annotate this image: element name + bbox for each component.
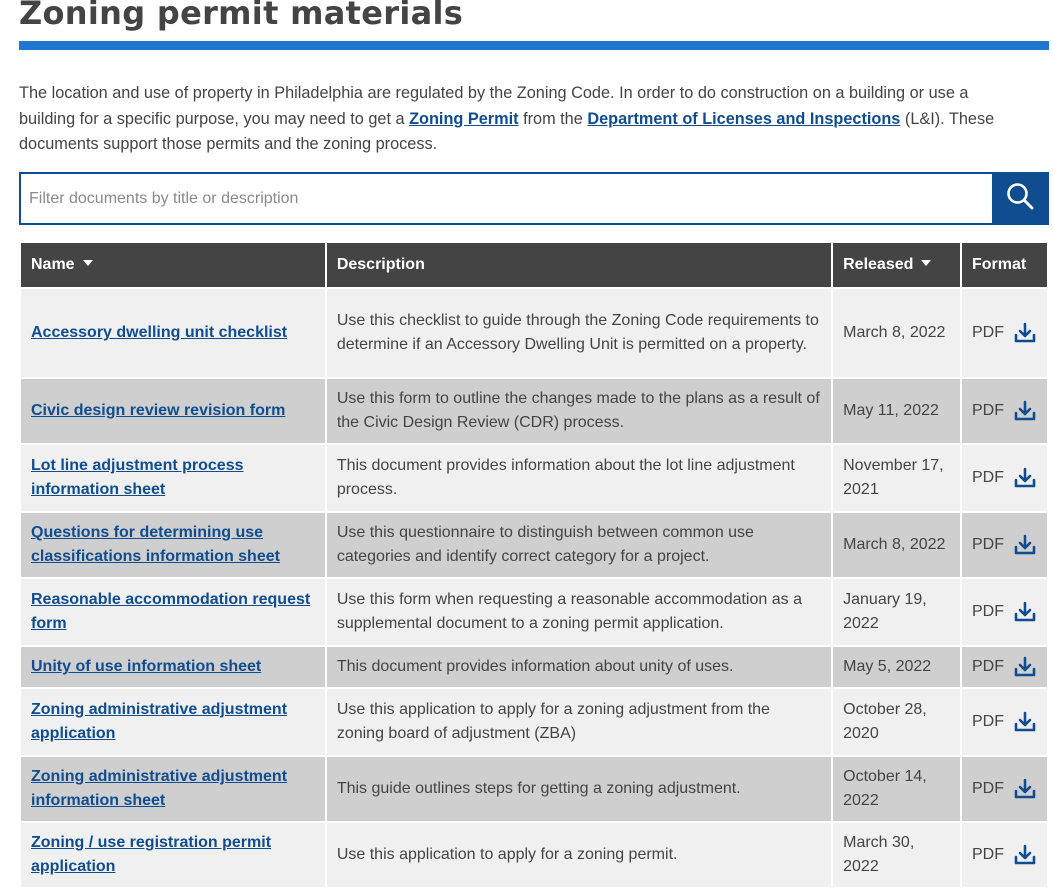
download-icon[interactable] — [1014, 711, 1036, 733]
doc-name-cell — [21, 757, 325, 821]
doc-format-label: PDF — [971, 846, 1004, 863]
table-row — [21, 579, 1047, 645]
download-icon[interactable] — [1014, 400, 1036, 422]
download-icon[interactable] — [1014, 322, 1036, 344]
table-row — [21, 823, 1047, 887]
doc-name-cell — [21, 689, 325, 755]
table-header-row — [21, 243, 1047, 287]
table-row — [21, 379, 1047, 443]
doc-name-cell — [21, 647, 325, 687]
intro-text-3: (L&I). These documents support those permits and the zoning process. — [19, 109, 995, 153]
doc-released-cell: January 19, 2022 — [833, 579, 960, 645]
doc-description-cell: This guide outlines steps for getting a zoning adjustment. — [327, 757, 831, 821]
doc-released-cell: May 5, 2022 — [833, 647, 960, 687]
licenses-inspections-link[interactable]: Department of Licenses and Inspections — [587, 109, 901, 128]
released-header-label: Released — [843, 256, 914, 273]
download-icon[interactable] — [1014, 844, 1036, 866]
doc-format-cell — [962, 289, 1047, 377]
intro-text-2: from the — [518, 109, 588, 128]
released-column-header[interactable] — [833, 243, 960, 287]
doc-title-link[interactable]: Questions for determining use classifications information sheet — [31, 524, 280, 565]
doc-format-label: PDF — [971, 536, 1004, 553]
doc-description-cell: Use this checklist to guide through the Zoning Code requirements to determine if an Accessory Dwelling Unit is permitted on a property. — [327, 289, 831, 377]
doc-title-link[interactable]: Civic design review revision form — [31, 402, 286, 419]
doc-format-cell — [962, 579, 1047, 645]
doc-name-cell — [21, 379, 325, 443]
doc-released-cell: March 8, 2022 — [833, 513, 960, 577]
search-bar — [19, 172, 1049, 225]
title-underline-bar — [19, 41, 1049, 50]
download-icon[interactable] — [1014, 601, 1036, 623]
doc-format-cell — [962, 757, 1047, 821]
doc-description-cell: Use this application to apply for a zoning permit. — [327, 823, 831, 887]
table-row — [21, 513, 1047, 577]
doc-released-cell: March 8, 2022 — [833, 289, 960, 377]
doc-format-label: PDF — [971, 780, 1004, 797]
doc-description-cell: Use this questionnaire to distinguish between common use categories and identify correct category for a project. — [327, 513, 831, 577]
search-icon — [1005, 181, 1035, 216]
table-row — [21, 689, 1047, 755]
zoning-permit-link[interactable]: Zoning Permit — [409, 109, 519, 128]
doc-name-cell — [21, 289, 325, 377]
doc-format-cell — [962, 379, 1047, 443]
doc-format-label: PDF — [971, 713, 1004, 730]
description-header-label: Description — [336, 256, 425, 273]
sort-caret-icon — [83, 260, 93, 266]
doc-description-cell: Use this application to apply for a zoning adjustment from the zoning board of adjustment (ZBA) — [327, 689, 831, 755]
search-button[interactable] — [992, 174, 1047, 223]
doc-name-cell — [21, 823, 325, 887]
doc-name-cell — [21, 579, 325, 645]
doc-title-link[interactable]: Accessory dwelling unit checklist — [31, 324, 288, 341]
doc-format-label: PDF — [971, 658, 1004, 675]
table-row — [21, 289, 1047, 377]
documents-table — [19, 241, 1049, 889]
download-icon[interactable] — [1014, 778, 1036, 800]
sort-caret-icon — [921, 260, 931, 266]
download-icon[interactable] — [1014, 467, 1036, 489]
doc-description-cell: This document provides information about the lot line adjustment process. — [327, 445, 831, 511]
name-header-label: Name — [31, 256, 75, 273]
table-row — [21, 445, 1047, 511]
doc-description-cell: Use this form when requesting a reasonable accommodation as a supplemental document to a zoning permit application. — [327, 579, 831, 645]
doc-name-cell — [21, 445, 325, 511]
doc-title-link[interactable]: Unity of use information sheet — [31, 658, 262, 675]
doc-format-cell — [962, 513, 1047, 577]
intro-paragraph — [19, 81, 1029, 158]
doc-title-link[interactable]: Zoning administrative adjustment application — [31, 701, 288, 742]
doc-format-cell — [962, 823, 1047, 887]
format-header-label: Format — [971, 256, 1027, 273]
doc-format-label: PDF — [971, 469, 1004, 486]
doc-format-label: PDF — [971, 324, 1004, 341]
doc-title-link[interactable]: Reasonable accommodation request form — [31, 591, 311, 632]
doc-format-cell — [962, 445, 1047, 511]
doc-title-link[interactable]: Lot line adjustment process information sheet — [31, 457, 244, 498]
format-column-header — [962, 243, 1047, 287]
doc-format-label: PDF — [971, 603, 1004, 620]
doc-released-cell: March 30, 2022 — [833, 823, 960, 887]
doc-released-cell: November 17, 2021 — [833, 445, 960, 511]
description-column-header — [327, 243, 831, 287]
name-column-header[interactable] — [21, 243, 325, 287]
page-title: Zoning permit materials — [19, 0, 464, 32]
doc-format-cell — [962, 647, 1047, 687]
table-row — [21, 647, 1047, 687]
intro-text-1: The location and use of property in Philadelphia are regulated by the Zoning Code. In order to do construction on a building or use a building for a specific purpose, you may need to get a — [19, 84, 969, 128]
doc-released-cell: May 11, 2022 — [833, 379, 960, 443]
table-row — [21, 757, 1047, 821]
doc-title-link[interactable]: Zoning / use registration permit application — [31, 834, 272, 875]
doc-description-cell: This document provides information about unity of uses. — [327, 647, 831, 687]
doc-title-link[interactable]: Zoning administrative adjustment information sheet — [31, 768, 288, 809]
search-input[interactable] — [21, 174, 992, 223]
download-icon[interactable] — [1014, 534, 1036, 556]
doc-description-cell: Use this form to outline the changes made to the plans as a result of the Civic Design Review (CDR) process. — [327, 379, 831, 443]
doc-format-label: PDF — [971, 402, 1004, 419]
download-icon[interactable] — [1014, 656, 1036, 678]
doc-released-cell: October 14, 2022 — [833, 757, 960, 821]
doc-name-cell — [21, 513, 325, 577]
doc-released-cell: October 28, 2020 — [833, 689, 960, 755]
doc-format-cell — [962, 689, 1047, 755]
